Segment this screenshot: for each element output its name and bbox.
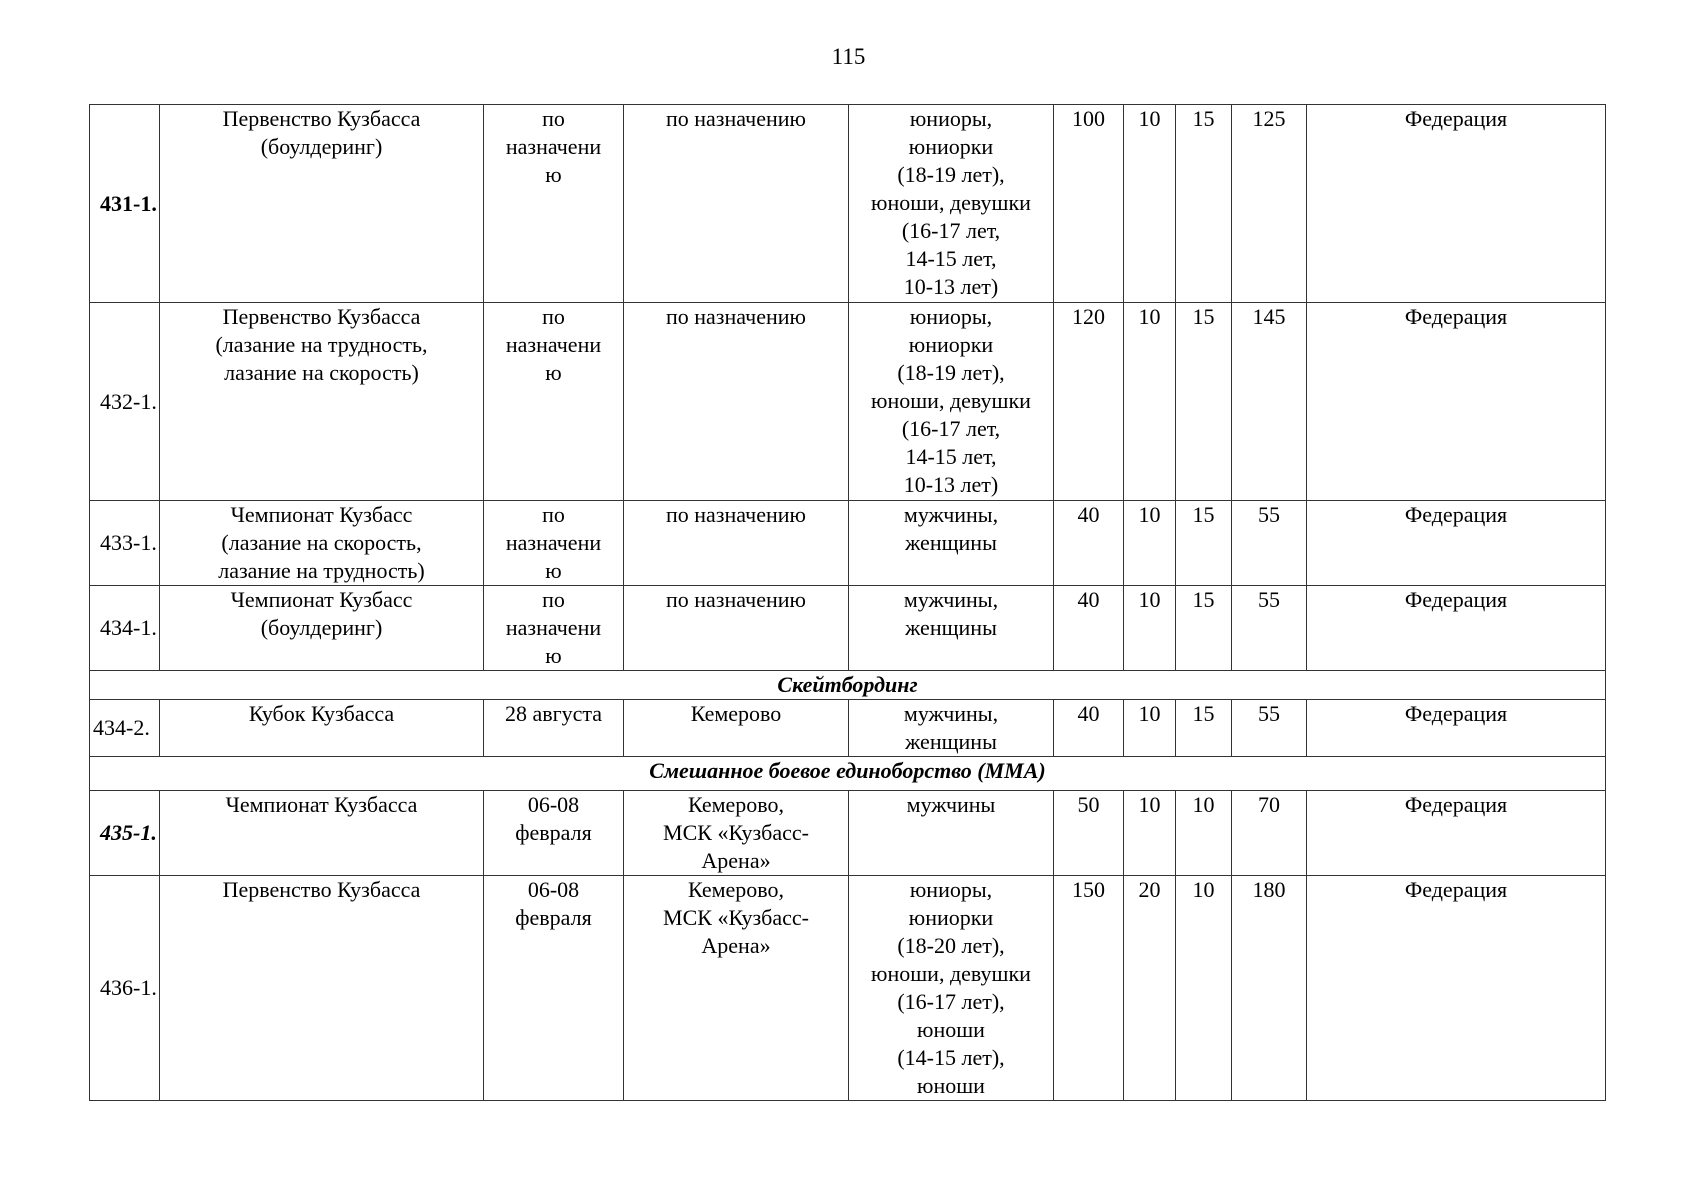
count-athletes: 40 [1054, 700, 1124, 757]
event-organizer: Федерация [1307, 501, 1606, 586]
table-row [90, 791, 1606, 876]
count-judges: 15 [1176, 586, 1232, 671]
count-coaches: 10 [1124, 700, 1176, 757]
event-organizer: Федерация [1307, 791, 1606, 876]
event-place: по назначению [624, 586, 849, 671]
event-name: Кубок Кузбасса [160, 700, 484, 757]
count-coaches: 20 [1124, 876, 1176, 1101]
count-total: 55 [1232, 700, 1307, 757]
event-place: по назначению [624, 303, 849, 501]
events-table [89, 104, 1606, 1101]
row-number: 434-1. [90, 586, 160, 671]
count-athletes: 100 [1054, 105, 1124, 303]
count-total: 180 [1232, 876, 1307, 1101]
event-date: по назначени ю [484, 303, 624, 501]
event-name: Первенство Кузбасса [160, 876, 484, 1101]
table-row [90, 700, 1606, 757]
table-row [90, 303, 1606, 501]
count-judges: 15 [1176, 303, 1232, 501]
row-number: 432-1. [90, 303, 160, 501]
row-number: 433-1. [90, 501, 160, 586]
event-organizer: Федерация [1307, 303, 1606, 501]
count-total: 70 [1232, 791, 1307, 876]
event-date: 06-08 февраля [484, 791, 624, 876]
event-participants: мужчины, женщины [849, 700, 1054, 757]
event-organizer: Федерация [1307, 105, 1606, 303]
event-participants: юниоры, юниорки (18-20 лет), юноши, девушки (16-17 лет), юноши (14-15 лет), юноши [849, 876, 1054, 1101]
count-coaches: 10 [1124, 791, 1176, 876]
event-date: по назначени ю [484, 105, 624, 303]
event-name: Чемпионат Кузбасса [160, 791, 484, 876]
event-place: Кемерово, МСК «Кузбасс- Арена» [624, 791, 849, 876]
section-row [90, 757, 1606, 791]
table-row [90, 586, 1606, 671]
table-row [90, 876, 1606, 1101]
event-place: по назначению [624, 501, 849, 586]
event-name: Чемпионат Кузбасс (лазание на скорость, лазание на трудность) [160, 501, 484, 586]
count-coaches: 10 [1124, 105, 1176, 303]
event-name: Первенство Кузбасса (лазание на трудность, лазание на скорость) [160, 303, 484, 501]
event-participants: юниоры, юниорки (18-19 лет), юноши, девушки (16-17 лет, 14-15 лет, 10-13 лет) [849, 105, 1054, 303]
count-athletes: 150 [1054, 876, 1124, 1101]
count-total: 55 [1232, 586, 1307, 671]
row-number: 431-1. [90, 105, 160, 303]
count-judges: 10 [1176, 791, 1232, 876]
count-coaches: 10 [1124, 586, 1176, 671]
count-judges: 15 [1176, 700, 1232, 757]
event-participants: мужчины, женщины [849, 586, 1054, 671]
event-date: 28 августа [484, 700, 624, 757]
event-place: Кемерово [624, 700, 849, 757]
row-number: 434-2. [90, 700, 160, 757]
count-coaches: 10 [1124, 303, 1176, 501]
event-organizer: Федерация [1307, 586, 1606, 671]
table-row [90, 501, 1606, 586]
count-athletes: 40 [1054, 501, 1124, 586]
count-total: 55 [1232, 501, 1307, 586]
event-organizer: Федерация [1307, 876, 1606, 1101]
event-participants: мужчины, женщины [849, 501, 1054, 586]
event-place: по назначению [624, 105, 849, 303]
count-athletes: 50 [1054, 791, 1124, 876]
section-row [90, 671, 1606, 700]
count-athletes: 120 [1054, 303, 1124, 501]
section-title-skateboarding: Скейтбординг [90, 671, 1606, 700]
row-number: 435-1. [90, 791, 160, 876]
row-number: 436-1. [90, 876, 160, 1101]
event-name: Первенство Кузбасса (боулдеринг) [160, 105, 484, 303]
event-date: 06-08 февраля [484, 876, 624, 1101]
event-participants: юниоры, юниорки (18-19 лет), юноши, девушки (16-17 лет, 14-15 лет, 10-13 лет) [849, 303, 1054, 501]
event-place: Кемерово, МСК «Кузбасс- Арена» [624, 876, 849, 1101]
count-total: 125 [1232, 105, 1307, 303]
event-date: по назначени ю [484, 501, 624, 586]
count-coaches: 10 [1124, 501, 1176, 586]
event-date: по назначени ю [484, 586, 624, 671]
section-title-mma: Смешанное боевое единоборство (ММА) [90, 757, 1606, 791]
count-judges: 15 [1176, 105, 1232, 303]
table-row [90, 105, 1606, 303]
count-total: 145 [1232, 303, 1307, 501]
count-judges: 15 [1176, 501, 1232, 586]
event-participants: мужчины [849, 791, 1054, 876]
event-name: Чемпионат Кузбасс (боулдеринг) [160, 586, 484, 671]
count-athletes: 40 [1054, 586, 1124, 671]
event-organizer: Федерация [1307, 700, 1606, 757]
count-judges: 10 [1176, 876, 1232, 1101]
page-number: 115 [831, 44, 866, 69]
